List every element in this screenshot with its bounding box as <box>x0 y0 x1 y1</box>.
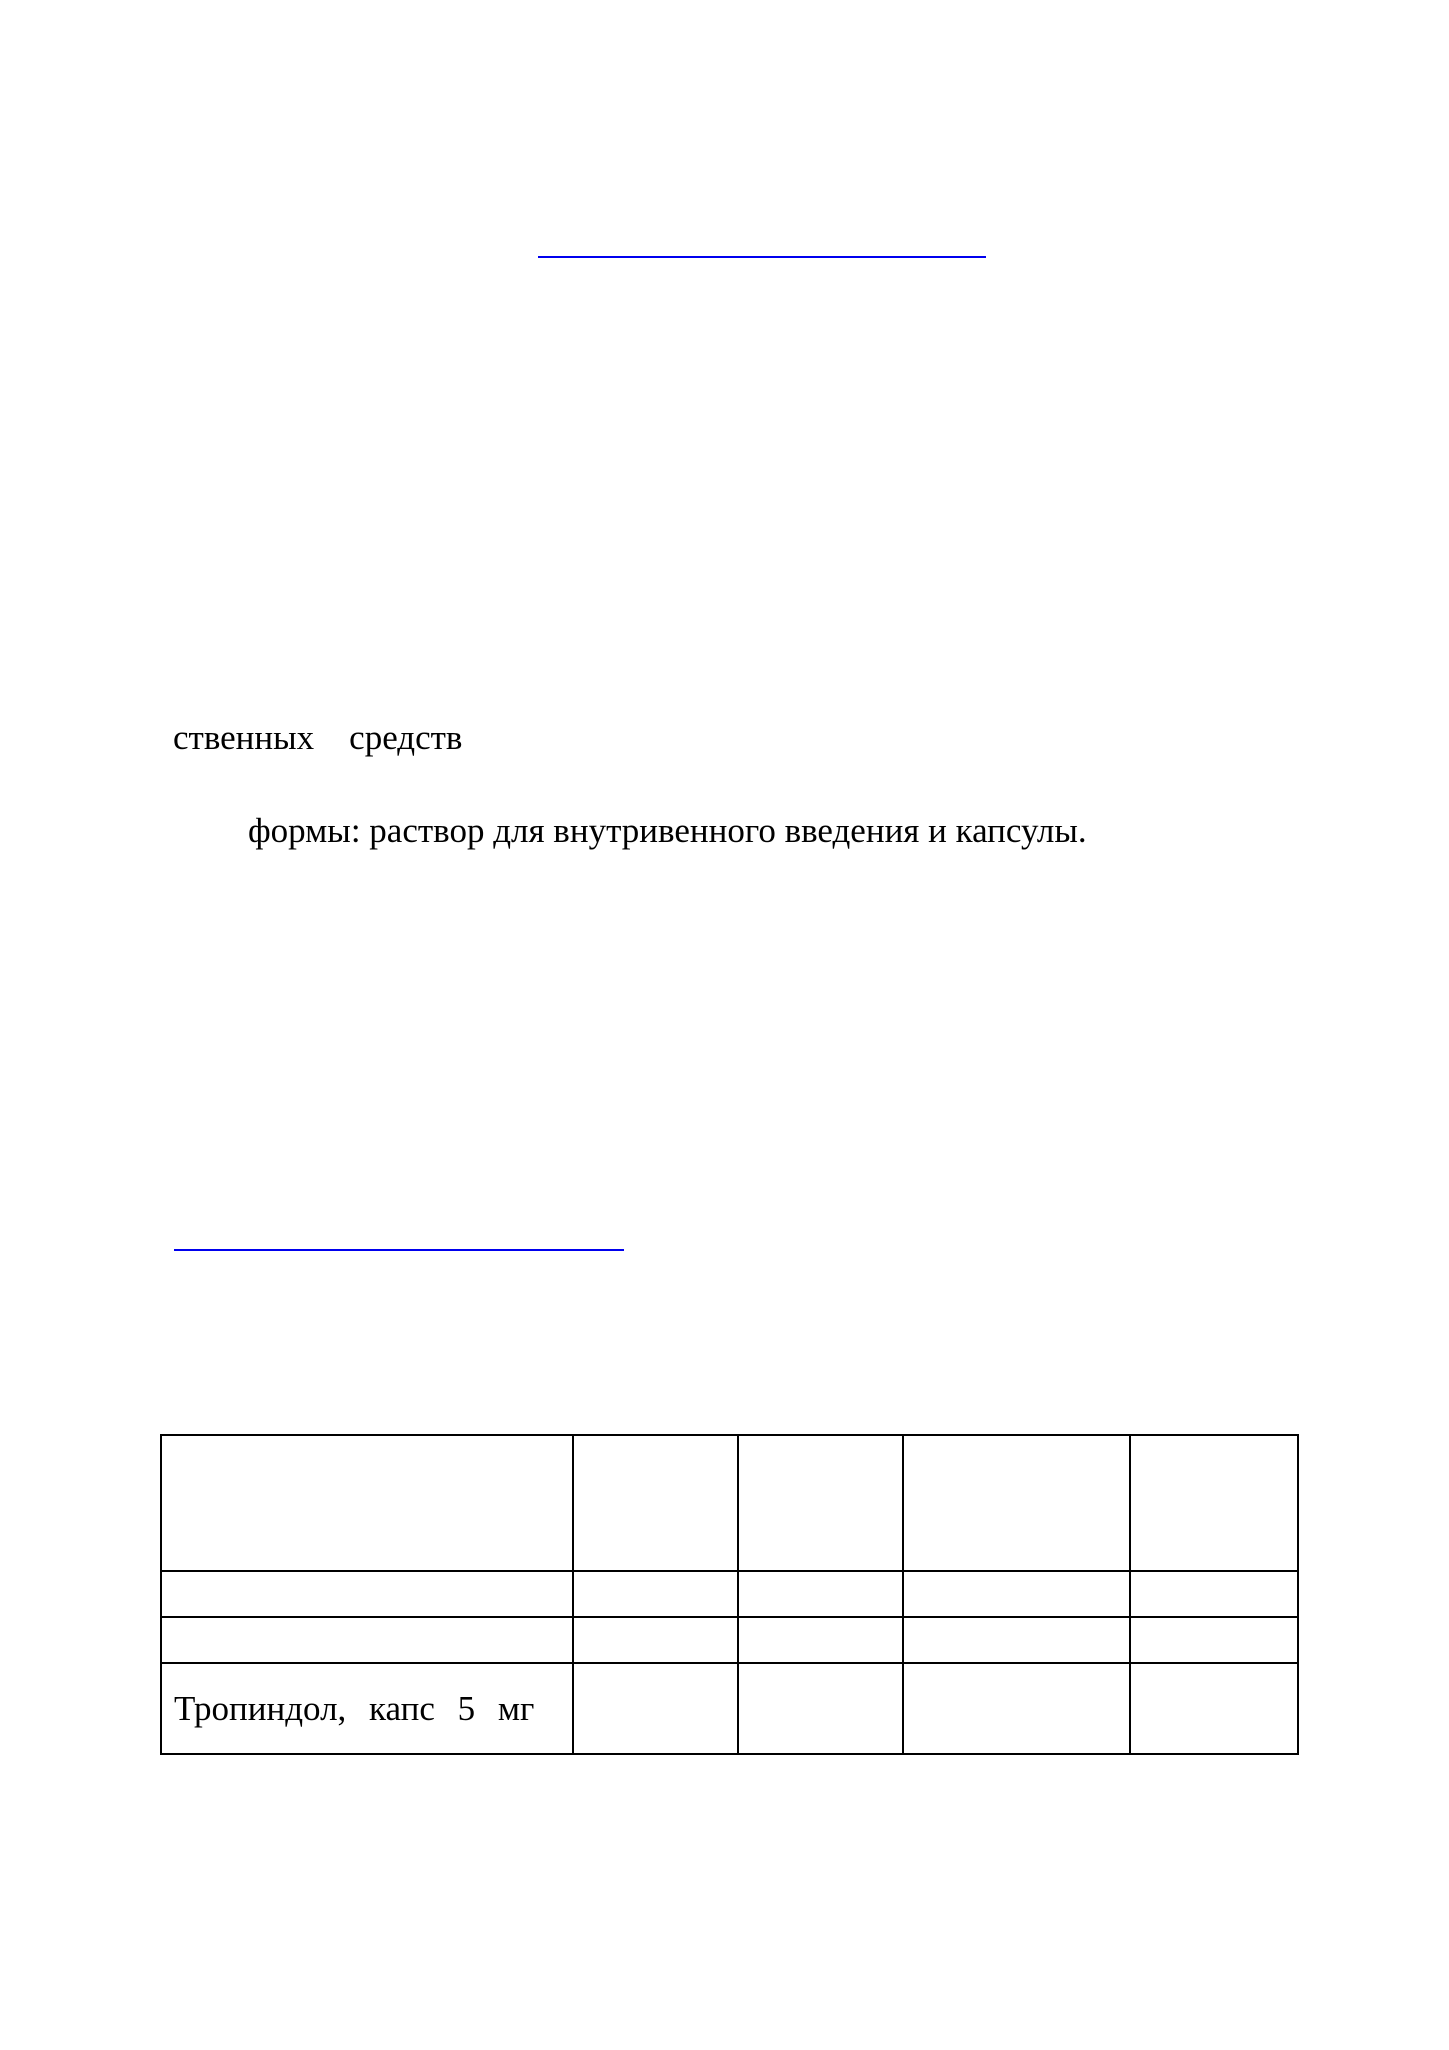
table-cell <box>738 1571 903 1617</box>
hyperlink-underline[interactable] <box>174 1249 624 1251</box>
paragraph-line: ственных средств <box>173 718 463 757</box>
table-cell <box>738 1435 903 1571</box>
hyperlink-underline[interactable] <box>538 256 986 258</box>
table-cell <box>1130 1435 1298 1571</box>
table-row <box>161 1617 1298 1663</box>
table-cell <box>161 1435 573 1571</box>
table-cell <box>1130 1571 1298 1617</box>
table-cell <box>1130 1663 1298 1754</box>
table-cell <box>903 1617 1130 1663</box>
drug-name: Тропиндол, капс 5 мг <box>174 1688 535 1728</box>
table-row <box>161 1571 1298 1617</box>
table-cell <box>1130 1617 1298 1663</box>
drug-name-cell <box>161 1663 573 1754</box>
table-cell <box>573 1663 738 1754</box>
table-cell <box>903 1435 1130 1571</box>
table-cell <box>573 1617 738 1663</box>
table-cell <box>161 1571 573 1617</box>
table-cell <box>573 1435 738 1571</box>
table-header-row <box>161 1435 1298 1571</box>
table-cell <box>903 1571 1130 1617</box>
drug-table <box>160 1434 1299 1755</box>
table-cell <box>738 1617 903 1663</box>
table-cell <box>573 1571 738 1617</box>
paragraph-line: формы: раствор для внутривенного введения и капсулы. <box>248 811 1087 850</box>
table-cell <box>903 1663 1130 1754</box>
table-cell <box>161 1617 573 1663</box>
table-cell <box>738 1663 903 1754</box>
table-row <box>161 1663 1298 1754</box>
